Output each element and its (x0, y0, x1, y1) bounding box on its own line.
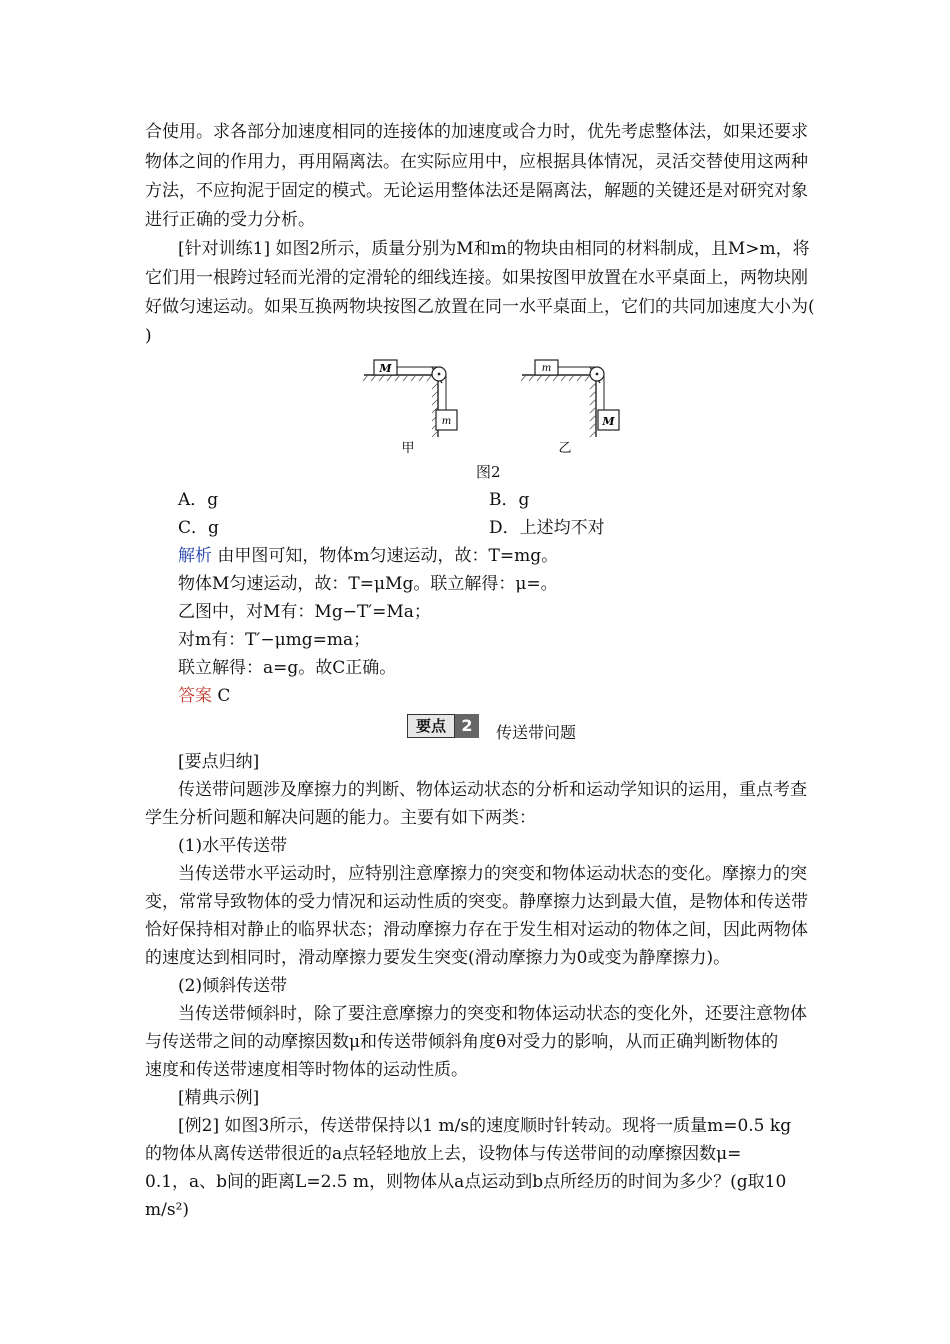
summary-heading: [要点归纳] (178, 752, 260, 772)
section-badge (407, 714, 479, 738)
figure-2-diagram (350, 355, 630, 460)
horizontal-belt-line-1: 当传送带水平运动时，应特别注意摩擦力的突变和物体运动状态的变化。摩擦力的突 (178, 864, 807, 884)
section-title: 传送带问题 (496, 723, 577, 742)
horizontal-belt-line-2: 变，常常导致物体的受力情况和运动性质的突变。静摩擦力达到最大值，是物体和传送带 (145, 892, 808, 912)
horizontal-belt-line-4: 的速度达到相同时，滑动摩擦力要发生突变(滑动摩擦力为0或变为静摩擦力)。 (145, 948, 731, 968)
exercise-line-3: 好做匀速运动。如果互换两物块按图乙放置在同一水平桌面上，它们的共同加速度大小为( (145, 297, 815, 317)
solution-text-1: 由甲图可知，物体m匀速运动，故：T=mg。 (212, 546, 559, 566)
inclined-belt-line-3: 速度和传送带速度相等时物体的运动性质。 (145, 1060, 468, 1080)
solution-line-2: 物体M匀速运动，故：T=μMg。联立解得：μ=。 (178, 574, 558, 594)
answer-line (178, 685, 810, 707)
example-line-3: 0.1，a、b间的距离L=2.5 m，则物体从a点运动到b点所经历的时间为多少？(g取10 (145, 1172, 787, 1192)
summary-line-2: 学生分析问题和解决问题的能力。主要有如下两类： (145, 808, 536, 828)
answer-label: 答案 (178, 686, 212, 706)
figure-caption: 图2 (476, 463, 501, 481)
solution-line-3: 乙图中，对M有：Mg−T′=Ma； (178, 602, 431, 622)
solution-label: 解析 (178, 546, 212, 566)
option-b: B．g (489, 490, 530, 510)
para1-line-3: 方法，不应拘泥于固定的模式。无论运用整体法还是隔离法，解题的关键还是对研究对象 (145, 181, 808, 201)
example-line-1: [例2] 如图3所示，传送带保持以1 m/s的速度顺时针转动。现将一质量m=0.5 kg (178, 1116, 792, 1136)
right-figure-label: 乙 (558, 441, 572, 456)
solution-line-4: 对m有：T′−μmg=ma； (178, 630, 371, 650)
figure-left-setup (363, 360, 457, 456)
figure-right-setup (521, 360, 619, 456)
left-hang-block-label: m (441, 416, 452, 427)
horizontal-belt-heading: (1)水平传送带 (178, 836, 288, 856)
option-a: A．g (178, 490, 219, 510)
exercise-line-4: ) (145, 326, 152, 346)
example-line-4: m/s²) (145, 1200, 190, 1220)
para1-line-4: 进行正确的受力分析。 (145, 210, 315, 230)
option-c: C．g (178, 518, 219, 538)
para1-line-1: 合使用。求各部分加速度相同的连接体的加速度或合力时，优先考虑整体法，如果还要求 (145, 122, 808, 142)
right-hang-block-label: M (602, 415, 615, 428)
answer-value: C (217, 686, 231, 706)
horizontal-belt-line-3: 恰好保持相对静止的临界状态；滑动摩擦力存在于发生相对运动的物体之间，因此两物体 (145, 920, 808, 940)
inclined-belt-line-2: 与传送带之间的动摩擦因数μ和传送带倾斜角度θ对受力的影响，从而正确判断物体的 (145, 1032, 779, 1052)
left-top-block-label: M (379, 362, 392, 375)
section-badge-number: 2 (455, 714, 479, 738)
example-heading: [精典示例] (178, 1088, 260, 1108)
option-d: D．上述均不对 (489, 518, 605, 538)
exercise-line-2: 它们用一根跨过轻而光滑的定滑轮的细线连接。如果按图甲放置在水平桌面上，两物块刚 (145, 268, 808, 288)
exercise-line-1: [针对训练1] 如图2所示，质量分别为M和m的物块由相同的材料制成，且M>m，将 (178, 239, 810, 259)
left-figure-label: 甲 (401, 441, 415, 456)
right-top-block-label: m (541, 363, 552, 374)
example-line-2: 的物体从离传送带很近的a点轻轻地放上去，设物体与传送带间的动摩擦因数μ= (145, 1144, 742, 1164)
summary-line-1: 传送带问题涉及摩擦力的判断、物体运动状态的分析和运动学知识的运用，重点考查 (178, 780, 807, 800)
solution-line-1 (178, 545, 810, 567)
section-badge-label: 要点 (407, 714, 455, 738)
inclined-belt-heading: (2)倾斜传送带 (178, 976, 288, 996)
solution-line-5: 联立解得：a=g。故C正确。 (178, 658, 397, 678)
para1-line-2: 物体之间的作用力，再用隔离法。在实际应用中，应根据具体情况，灵活交替使用这两种 (145, 152, 808, 172)
inclined-belt-line-1: 当传送带倾斜时，除了要注意摩擦力的突变和物体运动状态的变化外，还要注意物体 (178, 1004, 807, 1024)
